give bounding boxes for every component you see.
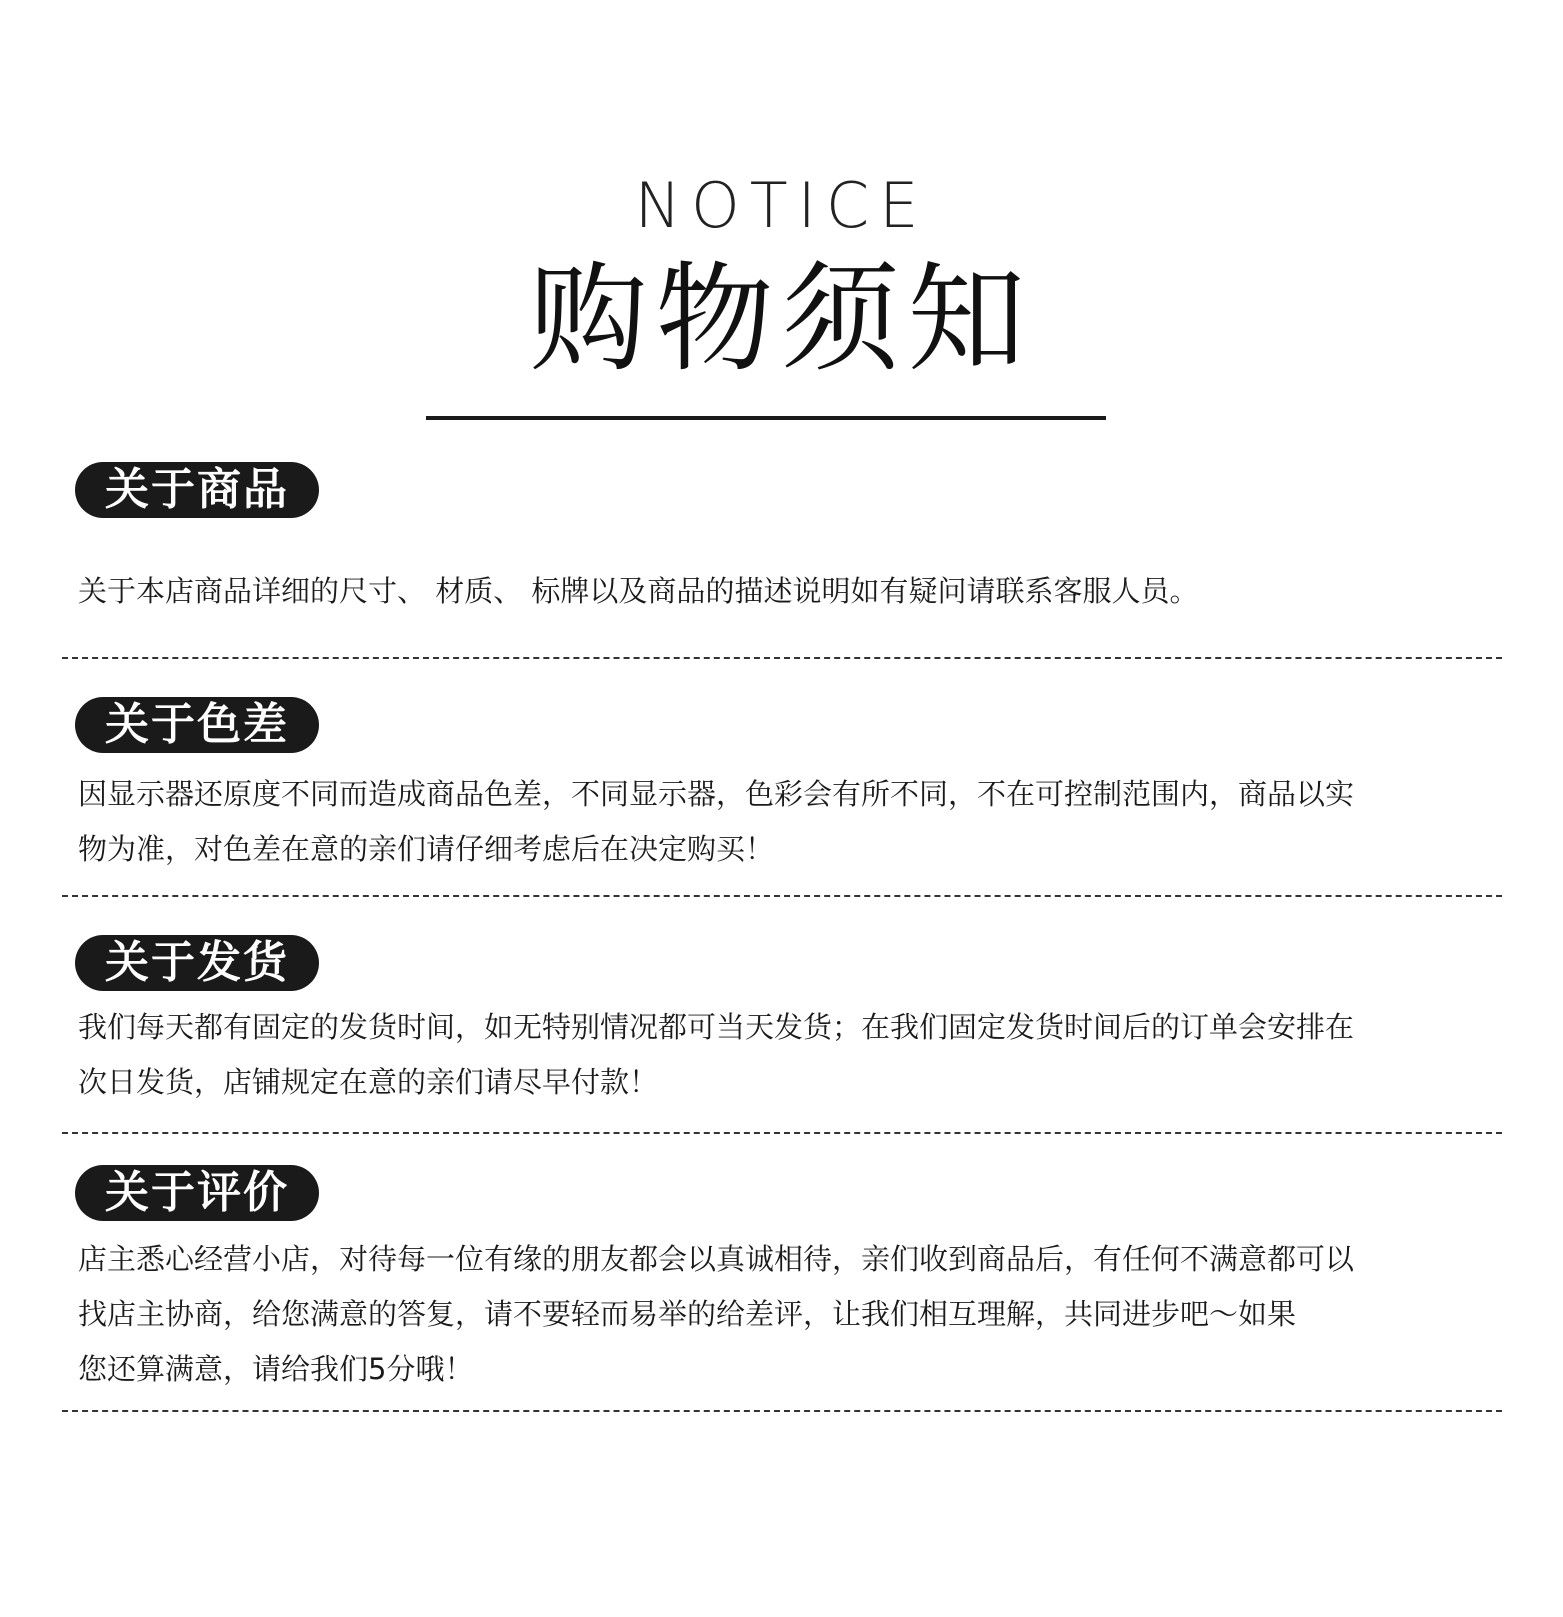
- section-badge-review: 关于评价: [75, 1165, 319, 1221]
- section-divider: [62, 1132, 1502, 1134]
- section-divider: [62, 1410, 1502, 1412]
- section-text-review: 店主悉心经营小店，对待每一位有缘的朋友都会以真诚相待，亲们收到商品后，有任何不满意都可以 找店主协商，给您满意的答复，请不要轻而易举的给差评，让我们相互理解，共同进步吧～如果 您还算满意，请给我们5分哦！: [78, 1242, 1355, 1386]
- section-text-color: 因显示器还原度不同而造成商品色差，不同显示器，色彩会有所不同，不在可控制范围内，商品以实 物为准，对色差在意的亲们请仔细考虑后在决定购买！: [78, 777, 1355, 866]
- section-divider: [62, 895, 1502, 897]
- section-text-product: 关于本店商品详细的尺寸、 材质、 标牌以及商品的描述说明如有疑问请联系客服人员。: [78, 574, 1199, 608]
- header-underline: [426, 416, 1106, 420]
- section-badge-shipping: 关于发货: [75, 935, 319, 991]
- notice-title-en: NOTICE: [634, 169, 929, 242]
- section-badge-product: 关于商品: [75, 462, 319, 518]
- section-badge-color: 关于色差: [75, 697, 319, 753]
- section-divider: [62, 657, 1502, 659]
- section-text-shipping: 我们每天都有固定的发货时间，如无特别情况都可当天发货；在我们固定发货时间后的订单会安排在 次日发货，店铺规定在意的亲们请尽早付款！: [78, 1010, 1355, 1099]
- notice-title-zh: 购物须知: [529, 250, 1034, 388]
